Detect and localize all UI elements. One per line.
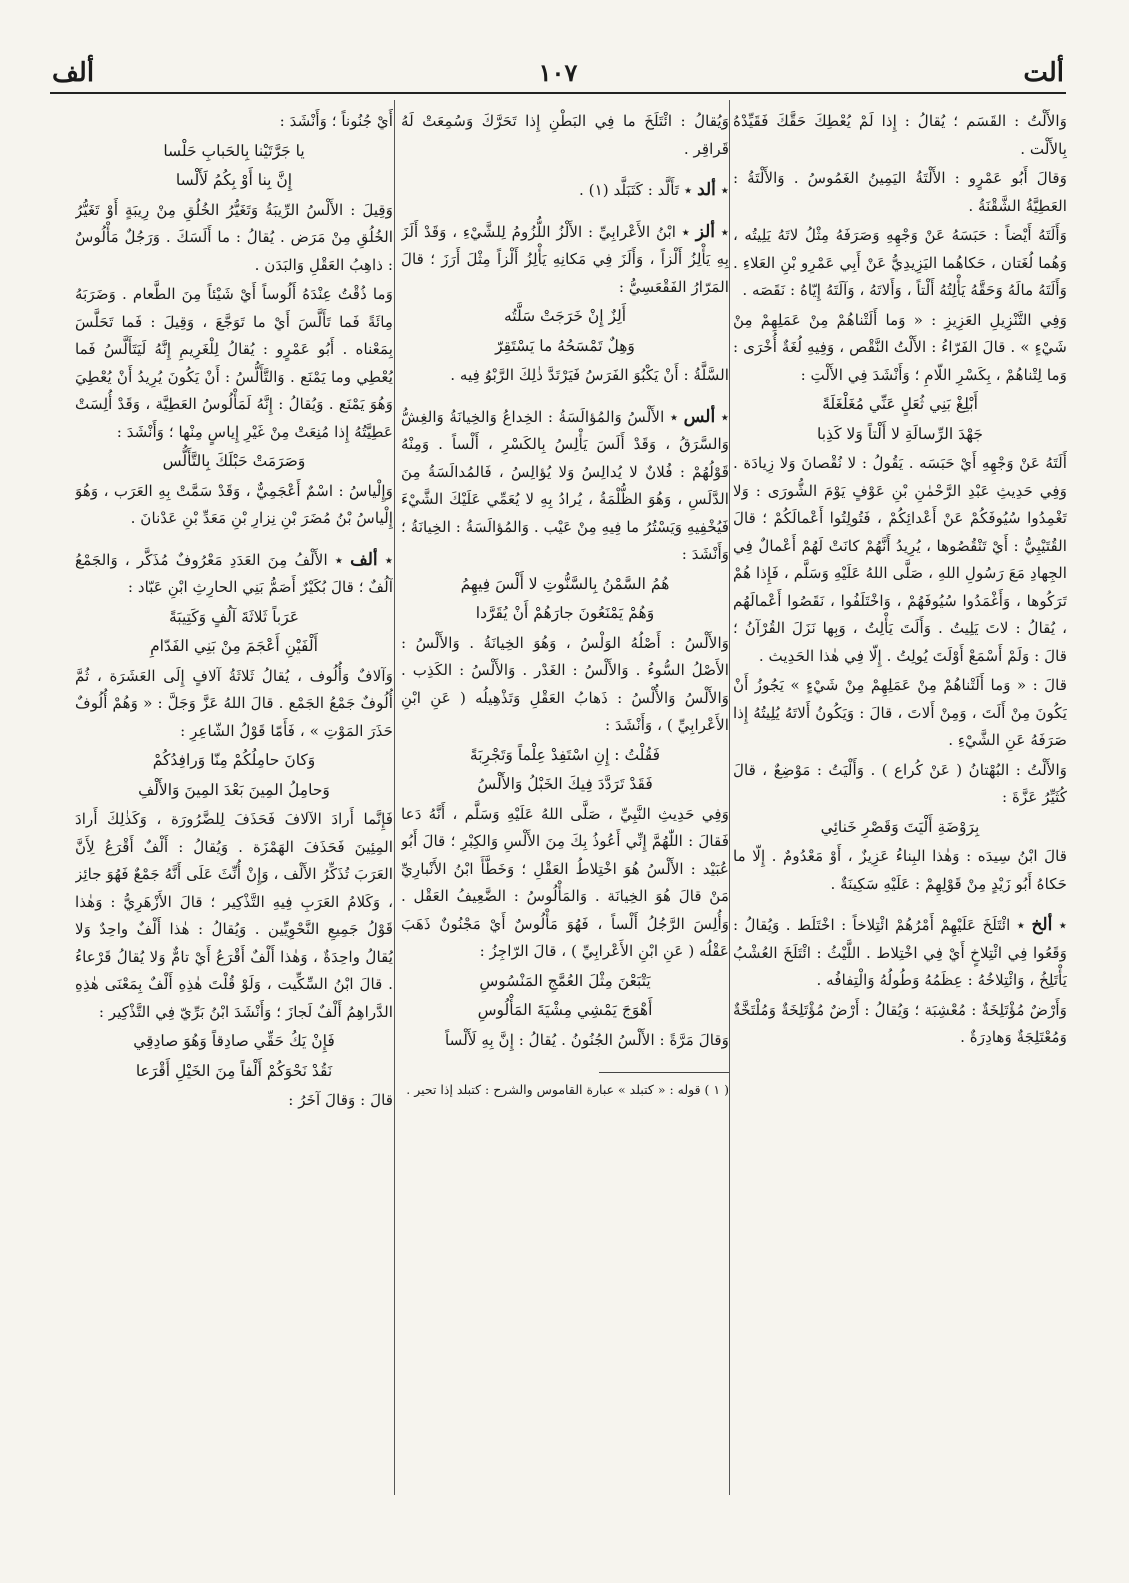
paragraph: وَالأَلْسُ : أَصْلُهُ الوَلْسُ ، وَهُوَ الخِيانَةُ . وَالأَلْسُ : الأَصْلُ السُّوءُ . وَالأَلْسُ : الغَدْر . وَالأَلْسُ : الكَذِب . وَالأَلْسُ وَالأُلْسُ : ذَهابُ العَقْلِ وَتَذْهِيلُه ( عَنِ ابْنِ الأَعْرابِيِّ ) ، وَأَنْشَدَ :	[401, 633, 729, 734]
verse-line: إِنَّ بِنا أَوْ بِكُمُ لَأَلْسا	[175, 171, 293, 189]
verse-line: وَهُمْ يَمْنَعُونَ جارَهُمْ أَنْ يُقَرَّدا	[475, 604, 655, 622]
verse-line: وَكانَ حامِلُكُمْ مِنّا وَرافِدُكُمْ	[152, 751, 316, 769]
verse-line: عَرَباً ثَلاثَةَ آلُفٍ وَكَتِيبَةً	[168, 607, 300, 626]
page-header	[52, 52, 1064, 96]
verse-line: أَلِزٌ إِنْ خَرَجَتْ سَلَّتُه	[503, 307, 627, 325]
verse-line: بِرَوْضَةِ أَلْيَتَ وَقَصْرِ خَنائِي	[820, 817, 980, 836]
paragraph: وَقالَ مَرَّةً : الأَلْسُ الجُنُونُ . يُقالُ : إِنَّ بِهِ لَأَلْساً	[445, 1030, 729, 1049]
verse-line: يَتْبَعْنَ مِثْلَ العُمَّجِ المَنْسُوسِ	[479, 971, 651, 990]
verse-line: يا جَرَّتَيْنا بِالحَبابِ حَلْسا	[163, 141, 305, 160]
dictionary-entry: ٭ ألد ٭ تَأَلَّد : كَتَبَلَّد (١) .	[578, 180, 729, 200]
middle-column	[401, 108, 729, 1508]
entry-text: ائْتَلَخَ عَلَيْهِمْ أَمْرُهُمْ ائْتِلاخاً : اخْتَلَط . وَيُقالُ : وَقَعُوا فِي ائْتِلاخٍ أَيْ فِي اخْتِلاط . اللَّيْثُ : ائْتَلَخَ العُشْبُ يَأْتَلِخُ ، وَائْتِلاخُهُ : عِظَمُهُ وَطُولُهُ وَالْتِفافُه .	[733, 916, 1067, 989]
left-column	[75, 108, 393, 1508]
verse-line: وَصَرَمَتْ حَبْلَكَ بِالتَّأَلُّس	[162, 452, 306, 470]
verse-line: أَهْوَجَ يَمْشِي مِشْيَةَ المَأْلُوسِ	[477, 1001, 653, 1019]
paragraph: وَأَرْضٌ مُؤْتَلِخَةٌ : مُعْشِبَة ؛ وَيُقالُ : أَرْضٌ مُؤْتَلِخَةٌ وَمُلْتَخَّةٌ وَمُعْتَلِجَةٌ وَهادِرَةٌ .	[733, 1000, 1067, 1046]
paragraph: وَأَلَتَهُ أَيْضاً : حَبَسَهُ عَنْ وَجْهِهِ وَصَرَفَهُ مِثْلُ لاتَهُ يَلِيتُه ، وَهُما لُغَتان ، حَكاهُما اليَزِيدِيُّ عَنْ أَبِي عَمْرِو بْنِ العَلاءِ . وَأَلَتَهُ مالَهُ وَحَقَّهُ يَأْلِتُهُ أَلْتاً ، وَأَلاتَهُ ، وَآلَتَهُ إِيّاهُ : نَقَصَه .	[733, 226, 1067, 299]
dictionary-entry: ٭ ألس ٭ الأَلْسُ وَالمُؤالَسَةُ : الخِداعُ وَالخِيانَةُ وَالغِشُّ وَالسَّرَقُ ، وَقَدْ أَلَسَ يَأْلِسُ بِالكَسْرِ ، أَلْساً . وَمِنْهُ قَوْلُهُمْ : فُلانٌ لا يُدالِسُ وَلا يُؤالِسُ ، فَالمُدالَسَةُ مِنَ الدَّلَسِ ، وَهُوَ الظُّلْمَةُ ، يُرادُ بِهِ لا يُعَمِّي عَلَيْكَ الشَّيْءَ فَيُخْفِيهِ وَيَسْتُرُ ما فِيهِ مِنْ عَيْب . وَالمُؤالَسَةُ : الخِيانَةُ ؛ وَأَنْشَدَ :	[401, 406, 729, 563]
header-rule	[50, 92, 1066, 94]
paragraph: قالَ : وَقالَ آخَرُ :	[288, 1091, 393, 1109]
paragraph: السَّلَّةُ : أَنْ يَكْبُوَ الفَرَسُ فَيَرْتَدَّ ذٰلِكَ الرَّبْوُ فِيه .	[450, 366, 729, 384]
paragraph: وَالأَلْتُ : القَسَم ؛ يُقالُ : إِذا لَمْ يُعْطِكَ حَقَّكَ فَقَيِّدْهُ بِالأَلْت .	[733, 112, 1067, 158]
footnote-rule	[599, 1072, 729, 1073]
paragraph: وَيُقالُ : ائْتَلَخَ ما فِي البَطْنِ إِذا تَحَرَّكَ وَسُمِعَتْ لَهُ قَراقِر .	[401, 112, 729, 158]
paragraph: قالَ : « وَما أَلَتْناهُمْ مِنْ عَمَلِهِمْ مِنْ شَيْءٍ » يَجُوزُ أَنْ يَكُونَ مِنْ أَلَتَ ، وَمِنْ أَلاتَ ، قالَ : وَيَكُونُ أَلاتَهُ يُلِيتُهُ إِذا صَرَفَهُ عَنِ الشَّيْءِ .	[733, 676, 1067, 749]
verse-line: وَهِلٌ تَمْسَحُهُ ما يَسْتَقِرّ	[495, 336, 635, 355]
dictionary-entry: ٭ ألف ٭ الأَلْفُ مِنَ العَدَدِ مَعْرُوفٌ مُذَكَّر ، وَالجَمْعُ آلُفٌ ؛ قالَ بُكَيْرٌ أَصَمُّ بَنِي الحارِثِ ابْنِ عَبّاد :	[75, 549, 393, 596]
paragraph: قالَ ابْنُ سِيدَه : وَهٰذا البِناءُ عَزِيزٌ ، أَوْ مَعْدُومٌ . إِلّا ما حَكاهُ أَبُو زَيْدٍ مِنْ قَوْلِهِمْ : عَلَيْهِ سَكِينَةٌ .	[733, 847, 1067, 893]
verse-line: فَقَدْ تَرَدَّدَ فِيكَ الخَبْلُ وَالأَلْسُ	[477, 775, 653, 793]
paragraph: وَفِي التَّنْزِيلِ العَزِيزِ : « وَما أَلَتْناهُمْ مِنْ عَمَلِهِمْ مِنْ شَيْءٍ » . قالَ الفَرّاءُ : الأَلْتُ النَّقْص ، وَفِيهِ لُغَةٌ أُخْرَى : وَما لِتْناهُمْ ، بِكَسْرِ اللّامِ ؛ وَأَنْشَدَ فِي الأَلْتِ :	[733, 310, 1067, 384]
verse-line: هُمُ السَّمْنُ بِالسَّنُّوتِ لا أَلْسَ فِيهِمُ	[460, 574, 670, 593]
right-column	[733, 108, 1067, 1508]
paragraph: أَيْ جُنُوناً ؛ وَأَنْشَدَ :	[279, 112, 393, 130]
verse-line: أَبْلِغْ بَنِي ثُعَلٍ عَنِّي مُغَلْغَلَةً	[822, 395, 978, 413]
entry-headword: ألف	[350, 549, 378, 570]
entry-text: ابْنُ الأَعْرابِيِّ : الأَلْزُ اللُّزُومُ لِلشَّيْءِ ، وَقَدْ أَلَزَ بِهِ يَأْلِزُ أَلْزاً ، وَأَلَزَ فِي مَكانِهِ يَأْلِزُ أَلْزاً مِثْلَ أَرَزَ ؛ قالَ المَرّارُ الفَقْعَسِيُّ :	[401, 222, 729, 296]
paragraph: وَفِي حَدِيثِ النَّبِيِّ ، صَلَّى اللهُ عَلَيْهِ وَسَلَّم ، أَنَّهُ دَعا فَقالَ : اللّٰهُمَّ إِنِّي أَعُوذُ بِكَ مِنَ الأَلْسِ وَالكِبْرِ ؛ قالَ أَبُو عُبَيْد : الأَلْسُ هُوَ اخْتِلاطُ العَقْلِ ؛ وَخَطَّأَ ابْنُ الأَنْبارِيِّ مَنْ قالَ هُوَ الخِيانَة . وَالمَأْلُوسُ : الضَّعِيفُ العَقْل . وَأُلِسَ الرَّجُلُ أَلْساً ، فَهُوَ مَأْلُوسٌ أَيْ مَجْنُونٌ ذَهَبَ عَقْلُه ( عَنِ ابْنِ الأَعْرابِيِّ ) ، قالَ الرّاجِزُ :	[401, 804, 729, 960]
paragraph: أَلَتَهُ عَنْ وَجْهِهِ أَيْ حَبَسَه . يَقُولُ : لا نُقْصانَ وَلا زِيادَة . وَفِي حَدِيثِ عَبْدِ الرَّحْمٰنِ بْنِ عَوْفٍ يَوْمَ الشُّورَى : وَلا تَغْمِدُوا سُيُوفَكُمْ عَنْ أَعْدائِكُمْ ، فَتُولِتُوا أَعْمالَكُمْ ؛ قالَ القُتَيْبِيُّ : أَيْ تَنْقُصُوها ، يُرِيدُ أَنَّهُمْ كانَتْ لَهُمْ أَعْمالٌ فِي الجِهادِ مَعَ رَسُولِ اللهِ ، صَلَّى اللهُ عَلَيْهِ وَسَلَّم ، فَإِذا هُمْ تَرَكُوها ، وَأَغْمَدُوا سُيُوفَهُمْ ، وَاخْتَلَفُوا ، نَقَصُوا أَعْمالَهُم ، يُقالُ : لاتَ يَلِيتُ . وَأَلَتَ يَأْلِتُ ، وَبِها نَزَلَ القُرْآنُ ؛ قالَ : وَلَمْ أَسْمَعْ أَوْلَتَ يُولِتُ . إِلّا فِي هٰذا الحَدِيث .	[733, 454, 1067, 665]
paragraph: وَآلافٌ وَأُلُوف ، يُقالُ ثَلاثَةُ آلافٍ إِلَى العَشَرَة ، ثُمَّ أُلُوفٌ جَمْعُ الجَمْع . قالَ اللهُ عَزَّ وَجَلَّ : « وَهُمْ أُلُوفٌ حَذَرَ المَوْتِ » ، فَأَمّا قَوْلُ الشّاعِرِ :	[75, 666, 393, 740]
page-number: ١٠٧	[538, 58, 578, 87]
paragraph: فَإِنَّما أَرادَ الآلافَ فَحَذَفَ لِلضَّرُورَة ، وَكَذٰلِكَ أَرادَ المِئِينَ فَحَذَفَ الهَمْزَة . وَيُقالُ : أَلْفٌ أَقْرَعُ لِأَنَّ العَرَبَ تُذَكِّرُ الأَلْف ، وَإِنْ أُنِّثَ عَلَى أَنَّهُ جَمْعٌ فَهُوَ جائِز ، وَكَلامُ العَرَبِ فِيهِ التَّذْكِير ؛ قالَ الأَزْهَرِيُّ : وَهٰذا قَوْلُ جَمِيعِ النَّحْوِيِّين . وَيُقالُ : هٰذا أَلْفٌ واحِدٌ وَلا يُقالُ واحِدَةٌ ، وَهٰذا أَلْفٌ أَقْرَعُ أَيْ تامٌّ وَلا يُقالُ قَرْعاءُ . قالَ ابْنُ السِّكِّيت ، وَلَوْ قُلْتَ هٰذِهِ أَلْفٌ بِمَعْنَى هٰذِهِ الدَّراهِمُ أَلْفٌ لَجازَ ؛ وَأَنْشَدَ ابْنُ بَرِّيّ فِي التَّذْكِير :	[75, 810, 393, 1021]
entry-headword: ألد	[697, 180, 716, 200]
column-divider-right	[729, 100, 730, 1495]
paragraph: وَما ذُقْتُ عِنْدَهُ أَلُوساً أَيْ شَيْئاً مِنَ الطَّعام . وَضَرَبَهُ مِائَةً فَما تَأَلَّسَ أَيْ ما تَوَجَّعَ ، وَقِيلَ : فَما تَحَلَّسَ بِمَعْناه . أَبُو عَمْرٍو : يُقالُ لِلْغَرِيمِ إِنَّهُ لَيَتَأَلَّسُ فَما يُعْطِي وما يَمْنَع . وَالتَّأَلُّسُ : أَنْ يَكُونَ يُرِيدُ أَنْ يُعْطِيَ وَهُوَ يَمْنَع . وَيُقالُ : إِنَّهُ لَمَأْلُوسُ العَطِيَّة ، وَقَدْ أُلِسَتْ عَطِيَّتُهُ إِذا مُنِعَتْ مِنْ غَيْرِ إِياسٍ مِنْها ؛ وَأَنْشَدَ :	[75, 285, 393, 441]
verse-line: فَقُلْتُ : إِنِ اسْتَفِدْ عِلْماً وَتَجْرِبَةً	[469, 745, 661, 764]
entry-headword: ألز	[695, 221, 715, 242]
paragraph: وَقالَ أَبُو عَمْرٍو : الأَلْتَةُ اليَمِينُ الغَمُوسُ . وَالأَلْتَةُ : العَطِيَّةُ الشَّقْنَةُ .	[733, 169, 1067, 215]
paragraph: وَقِيلَ : الأَلْسُ الرِّيبَةُ وَتَغَيُّرُ الخُلُقِ مِنْ رِيبَةٍ أَوْ تَغَيُّرُ الخُلُقِ مِنْ مَرَض . يُقالُ : ما أَلَسَكَ . وَرَجُلٌ مَأْلُوسٌ : ذاهِبُ العَقْلِ وَالبَدَن .	[75, 200, 393, 274]
paragraph: وَالأَلْتُ : البُهْتانُ ( عَنْ كُراع ) . وَأَلْيَتُ : مَوْضِعٌ ، قالَ كُثَيِّرُ عَزَّةَ :	[733, 760, 1067, 806]
header-right-word: ألت	[1023, 58, 1064, 88]
column-divider-left	[394, 100, 395, 1495]
entry-text: الأَلْفُ مِنَ العَدَدِ مَعْرُوفٌ مُذَكَّر ، وَالجَمْعُ آلُفٌ ؛ قالَ بُكَيْرٌ أَصَمُّ بَنِي الحارِثِ ابْنِ عَبّاد :	[75, 550, 393, 596]
entry-text: تَأَلَّد : كَتَبَلَّد (١) .	[578, 181, 680, 199]
entry-text: الأَلْسُ وَالمُؤالَسَةُ : الخِداعُ وَالخِيانَةُ وَالغِشُّ وَالسَّرَقُ ، وَقَدْ أَلَسَ يَأْلِسُ بِالكَسْرِ ، أَلْساً . وَمِنْهُ قَوْلُهُمْ : فُلانٌ لا يُدالِسُ وَلا يُؤالِسُ ، فَالمُدالَسَةُ مِنَ الدَّلَسِ ، وَهُوَ الظُّلْمَةُ ، يُرادُ بِهِ لا يُعَمِّي عَلَيْكَ الشَّيْءَ فَيُخْفِيهِ وَيَسْتُرُ ما فِيهِ مِنْ عَيْب . وَالمُؤالَسَةُ : الخِيانَةُ ؛ وَأَنْشَدَ :	[401, 407, 729, 563]
header-left-word: ألف	[52, 58, 95, 88]
dictionary-entry: ٭ ألز ٭ ابْنُ الأَعْرابِيِّ : الأَلْزُ اللُّزُومُ لِلشَّيْءِ ، وَقَدْ أَلَزَ بِهِ يَأْلِزُ أَلْزاً ، وَأَلَزَ فِي مَكانِهِ يَأْلِزُ أَلْزاً مِثْلَ أَرَزَ ؛ قالَ المَرّارُ الفَقْعَسِيُّ :	[401, 221, 729, 296]
verse-line: فَإِنْ يَكُ حَقِّي صادِقاً وَهُوَ صادِقِي	[133, 1032, 335, 1050]
entry-headword: ألخ	[1031, 915, 1053, 935]
verse-line: جَهْدَ الرِّسالَةِ لا أَلْتاً وَلا كَذِبا	[817, 424, 983, 443]
entry-headword: ألس	[683, 406, 716, 427]
paragraph: وَإِلْياسُ : اسْمٌ أَعْجَمِيٌّ ، وَقَدْ سَمَّتْ بِهِ العَرَب ، وَهُوَ إِلْياسُ بْنُ مُضَرَ بْنِ نِزارِ بْنِ مَعَدِّ بْنِ عَدْنانَ .	[75, 481, 393, 527]
middle-column-body	[401, 108, 729, 1054]
footnote: ( ١ ) قوله : « كتبلد » عبارة القاموس والشرح : كتبلد إذا تحير .	[406, 1082, 729, 1097]
verse-line: أَلْفَيْنِ أَعْجَمَ مِنْ بَنِي الفَدّامِ	[150, 637, 318, 655]
verse-line: نَقُدْ نَحْوَكُمْ أَلْفاً مِنَ الخَيْلِ أَقْرَعا	[135, 1061, 333, 1080]
dictionary-entry: ٭ ألخ ٭ ائْتَلَخَ عَلَيْهِمْ أَمْرُهُمْ ائْتِلاخاً : اخْتَلَط . وَيُقالُ : وَقَعُوا فِي ائْتِلاخٍ أَيْ فِي اخْتِلاط . اللَّيْثُ : ائْتَلَخَ العُشْبُ يَأْتَلِخُ ، وَائْتِلاخُهُ : عِظَمُهُ وَطُولُهُ وَالْتِفافُه .	[733, 915, 1067, 989]
verse-line: وَحامِلُ المِينَ بَعْدَ المِينَ وَالأَلْفِ	[138, 780, 330, 799]
